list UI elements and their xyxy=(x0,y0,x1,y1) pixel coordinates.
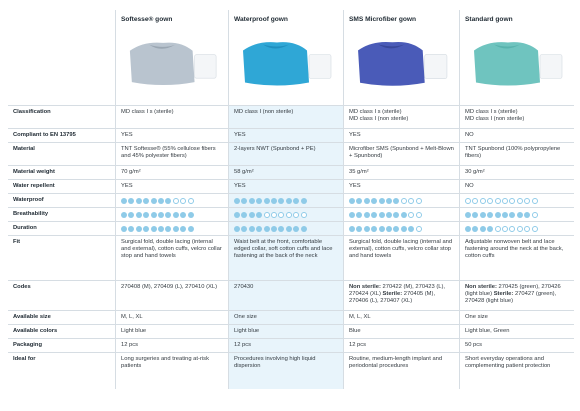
table-cell xyxy=(460,324,574,338)
rating-dot-empty xyxy=(495,198,501,204)
code-text: 270405 (M), 270406 (L), 270407 (XL) xyxy=(349,290,436,304)
cell-text: Procedures involving high liquid dispersion xyxy=(234,356,316,369)
table-cell xyxy=(116,338,229,352)
cell-text: M, L, XL xyxy=(121,314,143,320)
gown-illustration xyxy=(124,32,222,93)
cell-text: Waist belt at the front, comfortable edged collar, soft cotton cuffs and lace fastening at the back of the neck xyxy=(234,239,333,259)
rating-dot-filled xyxy=(465,226,471,232)
rating-dot-filled xyxy=(517,212,523,218)
table-cell xyxy=(116,105,229,128)
row-label: Codes xyxy=(8,280,116,310)
table-cell xyxy=(229,352,344,389)
rating-dot-filled xyxy=(241,212,247,218)
rating-dot-filled xyxy=(379,226,385,232)
rating-dots xyxy=(349,197,455,204)
code-text: 270430 xyxy=(234,284,254,290)
rating-dot-filled xyxy=(136,226,142,232)
gown-illustration xyxy=(468,32,568,93)
rating-dot-filled xyxy=(356,212,362,218)
rating-dot-empty xyxy=(517,198,523,204)
cell-text: YES xyxy=(349,183,361,189)
cell-text: MD class I (non sterile) xyxy=(465,115,525,122)
table-cell xyxy=(344,105,460,128)
rating-dots xyxy=(465,211,570,218)
table-cell xyxy=(344,235,460,280)
table-cell xyxy=(116,235,229,280)
rating-dot-filled xyxy=(293,198,299,204)
rating-dot-filled xyxy=(286,198,292,204)
rating-dot-filled xyxy=(188,226,194,232)
rating-dot-filled xyxy=(249,226,255,232)
rating-dot-filled xyxy=(286,226,292,232)
table-cell xyxy=(344,338,460,352)
rating-dot-empty xyxy=(301,212,307,218)
rating-dot-empty xyxy=(532,212,538,218)
rating-dot-filled xyxy=(241,226,247,232)
rating-dot-filled xyxy=(151,198,157,204)
rating-dot-filled xyxy=(121,212,127,218)
column-title: SMS Microfiber gown xyxy=(349,16,417,23)
rating-dot-filled xyxy=(379,212,385,218)
cell-text: NO xyxy=(465,183,474,189)
code-text: 270427 (green), 270428 (light blue) xyxy=(465,290,557,304)
rating-dots xyxy=(234,211,339,218)
row-label: Available size xyxy=(8,310,116,324)
cell-text: 50 pcs xyxy=(465,342,483,348)
rating-dot-empty xyxy=(416,198,422,204)
rating-dot-filled xyxy=(386,198,392,204)
table-cell xyxy=(229,142,344,165)
table-cell xyxy=(344,207,460,221)
cell-text: TNT Spunbond (100% polypropylene fibers) xyxy=(465,146,561,159)
cell-text: Surgical fold, double lacing (internal and external), cotton cuffs, velcro collar stop and hand towels xyxy=(121,239,222,259)
rating-dots xyxy=(234,225,339,232)
rating-dot-filled xyxy=(278,226,284,232)
rating-dot-empty xyxy=(408,198,414,204)
code-heading: Sterile: xyxy=(493,290,514,297)
row-label: Material xyxy=(8,142,116,165)
table-cell xyxy=(344,352,460,389)
table-cell xyxy=(344,310,460,324)
rating-dot-empty xyxy=(495,226,501,232)
cell-text: M, L, XL xyxy=(349,314,371,320)
table-cell xyxy=(229,179,344,193)
table-cell xyxy=(116,310,229,324)
row-label: Ideal for xyxy=(8,352,116,389)
rating-dot-filled xyxy=(301,198,307,204)
rating-dots xyxy=(234,197,339,204)
rating-dot-filled xyxy=(180,226,186,232)
rating-dot-filled xyxy=(480,212,486,218)
table-cell xyxy=(460,105,574,128)
table-cell xyxy=(116,352,229,389)
hand-towel xyxy=(309,55,331,79)
table-cell xyxy=(460,221,574,235)
rating-dot-filled xyxy=(128,198,134,204)
rating-dot-filled xyxy=(136,212,142,218)
rating-dots xyxy=(349,211,455,218)
rating-dot-empty xyxy=(408,212,414,218)
code-heading: Sterile: xyxy=(382,290,403,297)
standard-gown-image xyxy=(468,32,568,93)
rating-dot-empty xyxy=(180,198,186,204)
rating-dot-empty xyxy=(502,198,508,204)
rating-dot-filled xyxy=(188,212,194,218)
rating-dot-filled xyxy=(173,212,179,218)
cell-text: Surgical fold, double lacing (internal and external), cotton cuffs, velcro collar stop and hand towels xyxy=(349,239,453,259)
rating-dot-empty xyxy=(188,198,194,204)
cell-text: MD class I (non sterile) xyxy=(349,115,409,122)
cell-text: 2-layers NWT (Spunbond + PE) xyxy=(234,146,316,152)
cell-text: Light blue xyxy=(234,328,260,334)
table-cell xyxy=(460,310,574,324)
rating-dot-empty xyxy=(509,226,515,232)
rating-dots xyxy=(121,225,224,232)
rating-dot-filled xyxy=(234,226,240,232)
gown-comparison-table xyxy=(8,10,574,389)
rating-dot-filled xyxy=(364,198,370,204)
rating-dot-filled xyxy=(480,226,486,232)
rating-dot-filled xyxy=(271,198,277,204)
table-cell xyxy=(229,105,344,128)
cell-text: Adjustable nonwoven belt and lace fastening around the neck at the back, cotton cuffs xyxy=(465,239,564,259)
rating-dot-filled xyxy=(278,198,284,204)
rating-dots xyxy=(121,211,224,218)
rating-dot-empty xyxy=(264,212,270,218)
row-label: Available colors xyxy=(8,324,116,338)
column-title: Waterproof gown xyxy=(234,16,288,23)
cell-text: NO xyxy=(465,132,474,138)
rating-dot-filled xyxy=(509,212,515,218)
rating-dot-filled xyxy=(151,226,157,232)
rating-dot-filled xyxy=(371,198,377,204)
table-cell xyxy=(344,142,460,165)
rating-dot-filled xyxy=(349,212,355,218)
table-cell xyxy=(229,338,344,352)
rating-dot-filled xyxy=(487,226,493,232)
rating-dot-filled xyxy=(371,212,377,218)
cell-text: MD class I s (sterile) xyxy=(349,109,402,115)
table-cell xyxy=(116,221,229,235)
row-label: Fit xyxy=(8,235,116,280)
rating-dot-filled xyxy=(158,226,164,232)
cell-text: YES xyxy=(349,132,361,138)
rating-dot-empty xyxy=(416,212,422,218)
table-cell xyxy=(229,207,344,221)
rating-dot-filled xyxy=(371,226,377,232)
cell-text: YES xyxy=(234,183,246,189)
row-label: Water repellent xyxy=(8,179,116,193)
table-cell xyxy=(344,280,460,310)
table-cell xyxy=(460,338,574,352)
rating-dot-filled xyxy=(465,212,471,218)
table-cell xyxy=(344,324,460,338)
table-cell xyxy=(460,128,574,142)
hand-towel xyxy=(540,55,562,79)
rating-dot-filled xyxy=(180,212,186,218)
table-cell xyxy=(460,280,574,310)
table-cell xyxy=(116,324,229,338)
rating-dot-empty xyxy=(524,226,530,232)
rating-dot-filled xyxy=(249,212,255,218)
rating-dot-filled xyxy=(502,212,508,218)
row-label: Compliant to EN 13795 xyxy=(8,128,116,142)
rating-dot-filled xyxy=(408,226,414,232)
gown-illustration xyxy=(352,32,453,93)
rating-dot-empty xyxy=(532,198,538,204)
rating-dot-filled xyxy=(136,198,142,204)
rating-dot-filled xyxy=(393,226,399,232)
rating-dot-empty xyxy=(293,212,299,218)
rating-dot-empty xyxy=(524,198,530,204)
table-cell xyxy=(344,193,460,207)
column-header xyxy=(344,10,460,105)
code-text: 270422 (M), 270423 (L), 270424 (XL) xyxy=(349,284,446,297)
hand-towel xyxy=(425,54,447,78)
table-cell xyxy=(229,280,344,310)
code-text: 270408 (M), 270409 (L), 270410 (XL) xyxy=(121,284,218,290)
column-header xyxy=(229,10,344,105)
cell-text: Blue xyxy=(349,328,361,334)
rating-dot-empty xyxy=(465,198,471,204)
rating-dot-filled xyxy=(249,198,255,204)
column-title: Softesse® gown xyxy=(121,16,173,23)
rating-dot-filled xyxy=(524,212,530,218)
gown-shape xyxy=(130,43,195,85)
rating-dot-filled xyxy=(293,226,299,232)
table-cell xyxy=(344,128,460,142)
gown-shape xyxy=(243,42,309,85)
row-label: Waterproof xyxy=(8,193,116,207)
rating-dot-filled xyxy=(128,212,134,218)
cell-text: 12 pcs xyxy=(234,342,252,348)
table-cell xyxy=(116,142,229,165)
cell-text: 12 pcs xyxy=(349,342,367,348)
rating-dot-filled xyxy=(364,212,370,218)
rating-dots xyxy=(349,225,455,232)
rating-dot-filled xyxy=(495,212,501,218)
rating-dot-filled xyxy=(143,226,149,232)
gown-shape xyxy=(358,42,425,86)
rating-dot-empty xyxy=(532,226,538,232)
rating-dot-filled xyxy=(128,226,134,232)
softesse-gown-image xyxy=(124,32,222,93)
rating-dot-filled xyxy=(379,198,385,204)
table-cell xyxy=(460,165,574,179)
rating-dots xyxy=(465,225,570,232)
rating-dot-filled xyxy=(401,212,407,218)
rating-dot-filled xyxy=(356,198,362,204)
row-label: Duration xyxy=(8,221,116,235)
rating-dot-filled xyxy=(271,226,277,232)
table-cell xyxy=(116,165,229,179)
table-cell xyxy=(460,193,574,207)
cell-text: One size xyxy=(234,314,257,320)
rating-dot-filled xyxy=(165,212,171,218)
rating-dot-filled xyxy=(173,226,179,232)
table-cell xyxy=(229,310,344,324)
rating-dot-filled xyxy=(386,212,392,218)
rating-dot-filled xyxy=(386,226,392,232)
cell-text: MD class I s (sterile) xyxy=(465,109,518,115)
rating-dot-filled xyxy=(401,226,407,232)
rating-dot-empty xyxy=(509,198,515,204)
cell-text: YES xyxy=(234,132,246,138)
rating-dot-filled xyxy=(256,198,262,204)
rating-dot-empty xyxy=(502,226,508,232)
table-cell xyxy=(116,128,229,142)
table-cell xyxy=(229,221,344,235)
cell-text: Light blue xyxy=(121,328,147,334)
table-cell xyxy=(116,280,229,310)
rating-dot-filled xyxy=(349,226,355,232)
rating-dots xyxy=(121,197,224,204)
rating-dot-filled xyxy=(234,198,240,204)
table-cell xyxy=(460,207,574,221)
cell-text: Microfiber SMS (Spunbond + Melt-Blown + Spunbond) xyxy=(349,146,454,159)
hand-towel xyxy=(195,55,217,79)
cell-text: 35 g/m² xyxy=(349,169,369,175)
rating-dot-filled xyxy=(151,212,157,218)
rating-dot-empty xyxy=(401,198,407,204)
rating-dot-empty xyxy=(480,198,486,204)
cell-text: One size xyxy=(465,314,488,320)
table-cell xyxy=(460,235,574,280)
table-cell xyxy=(344,221,460,235)
table-cell xyxy=(229,193,344,207)
rating-dot-filled xyxy=(487,212,493,218)
cell-text: Routine, medium-length implant and periodontal procedures xyxy=(349,356,443,369)
rating-dot-filled xyxy=(264,198,270,204)
rating-dot-filled xyxy=(393,212,399,218)
rating-dot-empty xyxy=(173,198,179,204)
row-label: Packaging xyxy=(8,338,116,352)
code-heading: Non sterile: xyxy=(349,284,381,290)
table-cell xyxy=(460,179,574,193)
header-corner xyxy=(8,10,116,105)
table-cell xyxy=(460,352,574,389)
table-cell xyxy=(116,179,229,193)
row-label: Classification xyxy=(8,105,116,128)
table-cell xyxy=(116,207,229,221)
rating-dot-filled xyxy=(364,226,370,232)
cell-text: YES xyxy=(121,132,133,138)
rating-dot-empty xyxy=(271,212,277,218)
rating-dot-filled xyxy=(301,226,307,232)
table-cell xyxy=(229,165,344,179)
rating-dot-filled xyxy=(158,212,164,218)
rating-dot-filled xyxy=(165,198,171,204)
cell-text: TNT Softesse® (55% cellulose fibers and 45% polyester fibers) xyxy=(121,146,216,159)
row-label: Material weight xyxy=(8,165,116,179)
rating-dot-filled xyxy=(143,212,149,218)
waterproof-gown-image xyxy=(237,32,337,93)
rating-dot-filled xyxy=(256,212,262,218)
cell-text: Short everyday operations and complementing patient protection xyxy=(465,356,551,369)
cell-text: Long surgeries and treating at-risk patients xyxy=(121,356,209,369)
column-header xyxy=(116,10,229,105)
rating-dot-filled xyxy=(264,226,270,232)
cell-text: Light blue, Green xyxy=(465,328,510,334)
rating-dot-empty xyxy=(416,226,422,232)
rating-dot-filled xyxy=(121,226,127,232)
rating-dot-filled xyxy=(356,226,362,232)
rating-dots xyxy=(465,197,570,204)
rating-dot-empty xyxy=(286,212,292,218)
rating-dot-filled xyxy=(165,226,171,232)
rating-dot-filled xyxy=(158,198,164,204)
rating-dot-filled xyxy=(234,212,240,218)
table-cell xyxy=(229,324,344,338)
sms-microfiber-gown-image xyxy=(352,32,453,93)
table-cell xyxy=(116,193,229,207)
table-cell xyxy=(344,165,460,179)
table-cell xyxy=(460,142,574,165)
cell-text: MD class I (non sterile) xyxy=(234,109,294,115)
rating-dot-filled xyxy=(472,212,478,218)
code-text: 270425 (green), 270426 (light blue) xyxy=(465,284,561,297)
rating-dot-filled xyxy=(121,198,127,204)
table-cell xyxy=(229,235,344,280)
gown-illustration xyxy=(237,32,337,93)
code-heading: Non sterile: xyxy=(465,284,497,290)
rating-dot-empty xyxy=(278,212,284,218)
rating-dot-filled xyxy=(472,226,478,232)
rating-dot-filled xyxy=(349,198,355,204)
cell-text: 58 g/m² xyxy=(234,169,254,175)
row-label: Breathability xyxy=(8,207,116,221)
table-cell xyxy=(344,179,460,193)
cell-text: 70 g/m² xyxy=(121,169,141,175)
rating-dot-filled xyxy=(393,198,399,204)
table-cell xyxy=(229,128,344,142)
cell-text: 30 g/m² xyxy=(465,169,485,175)
rating-dot-filled xyxy=(256,226,262,232)
column-header xyxy=(460,10,574,105)
rating-dot-empty xyxy=(517,226,523,232)
cell-text: 12 pcs xyxy=(121,342,139,348)
rating-dot-empty xyxy=(487,198,493,204)
rating-dot-filled xyxy=(241,198,247,204)
gown-shape xyxy=(474,42,540,85)
cell-text: MD class I s (sterile) xyxy=(121,109,174,115)
rating-dot-empty xyxy=(472,198,478,204)
cell-text: YES xyxy=(121,183,133,189)
rating-dot-filled xyxy=(143,198,149,204)
column-title: Standard gown xyxy=(465,16,513,23)
